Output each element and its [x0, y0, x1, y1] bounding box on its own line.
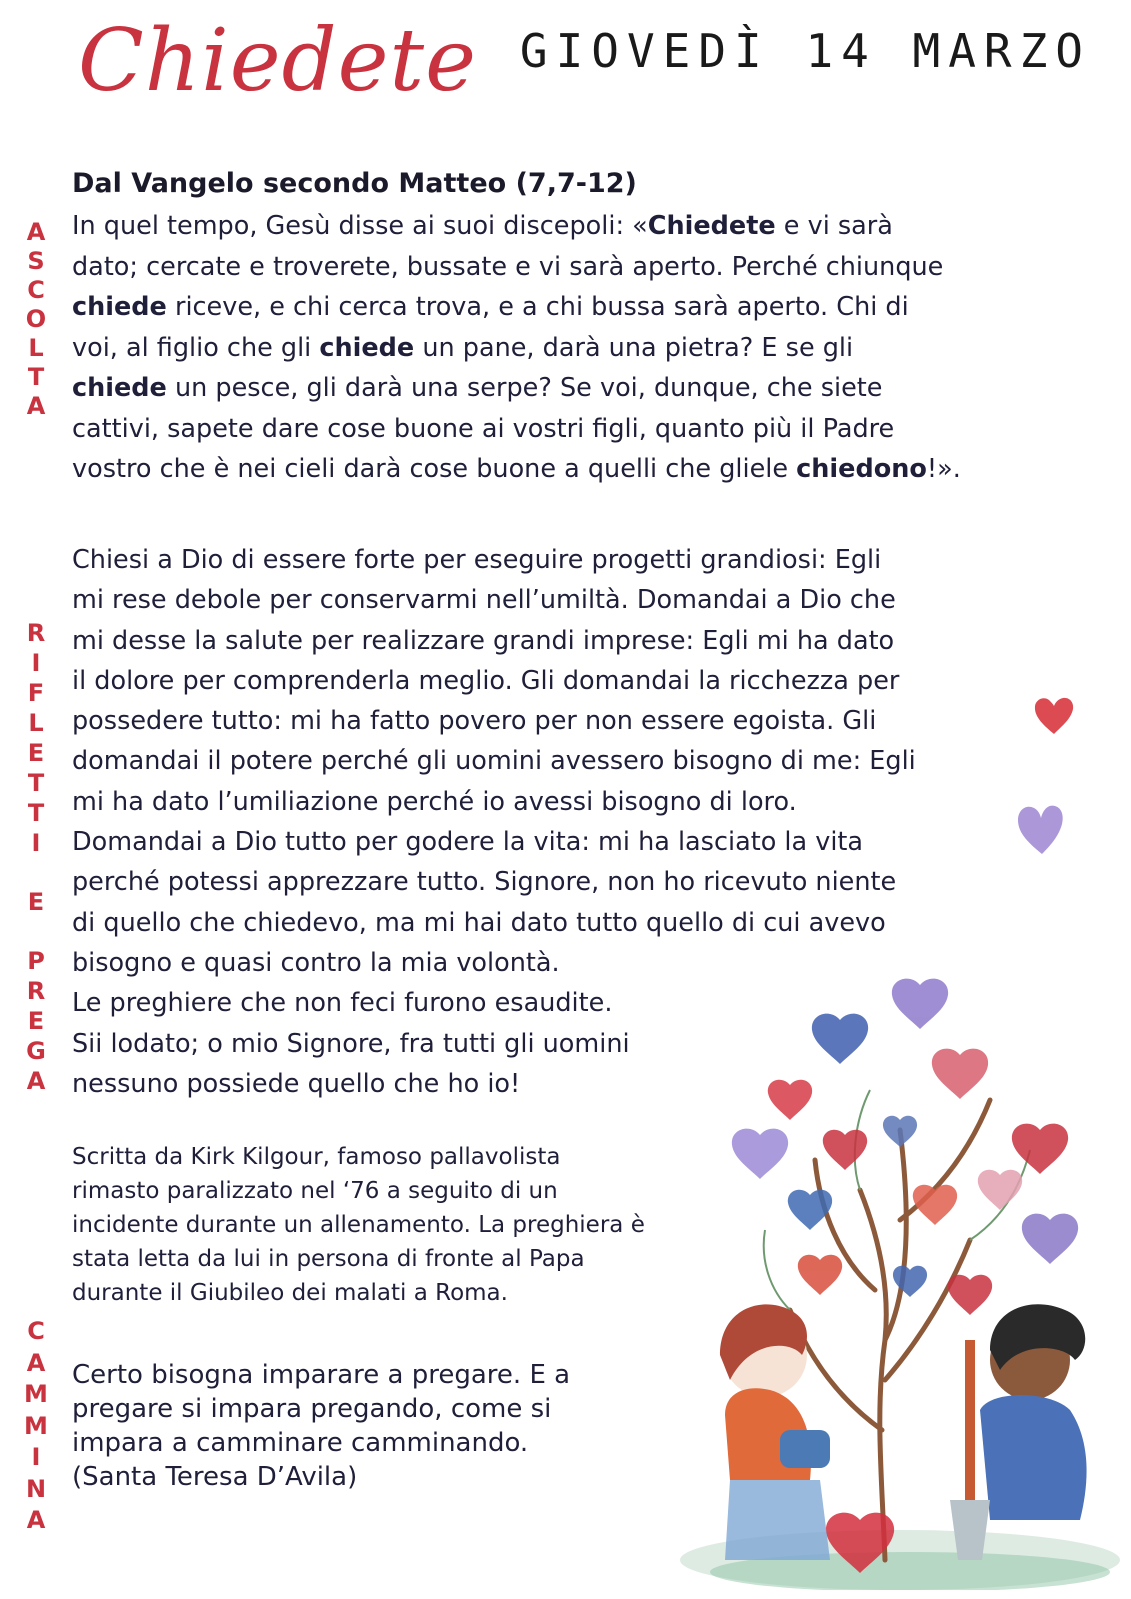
vertical-letter: S [27, 247, 45, 275]
gospel-line: dato; cercate e troverete, bussate e vi sarà aperto. Perché chiunque [72, 251, 944, 282]
vertical-letter: T [27, 799, 45, 827]
prayer-line: Le preghiere che non feci furono esaudite. [72, 988, 613, 1019]
prayer-line: Domandai a Dio tutto per godere la vita: mi ha lasciato la vita [72, 827, 864, 858]
vertical-label-rifletti-e-prega [22, 618, 50, 1096]
prayer-line: nessuno possiede quello che ho io! [72, 1068, 521, 1099]
prayer-line: bisogno e quasi contro la mia volontà. [72, 947, 560, 978]
vertical-letter: N [25, 1474, 47, 1503]
gospel-line: voi, al figlio che gli chiede un pane, darà una pietra? E se gli [72, 332, 854, 363]
vertical-letter: A [26, 218, 46, 246]
prayer-line: mi desse la salute per realizzare grandi imprese: Egli mi ha dato [72, 625, 895, 656]
quote-line: Certo bisogna imparare a pregare. E a [72, 1360, 571, 1390]
vertical-letter: M [24, 1411, 48, 1440]
quote-line: pregare si impara pregando, come si [72, 1394, 552, 1424]
note-line: incidente durante un allenamento. La preghiera è [72, 1212, 645, 1238]
vertical-letter: P [27, 947, 45, 975]
note-line: durante il Giubileo dei malati a Roma. [72, 1280, 508, 1306]
prayer-line: Chiesi a Dio di essere forte per eseguire progetti grandiosi: Egli [72, 545, 882, 575]
vertical-letter: L [28, 709, 44, 737]
prayer-line: mi rese debole per conservarmi nell’umiltà. Domandai a Dio che [72, 585, 896, 616]
gospel-line: cattivi, sapete dare cose buone ai vostri figli, quanto più il Padre [72, 413, 895, 444]
gospel-line: chiede un pesce, gli darà una serpe? Se voi, dunque, che siete [72, 373, 883, 403]
vertical-letter: F [27, 679, 45, 707]
red-heart-icon [1032, 694, 1076, 736]
prayer-line: il dolore per comprenderla meglio. Gli domandai la ricchezza per [72, 665, 900, 696]
gospel-line: chiede riceve, e chi cerca trova, e a chi bussa sarà aperto. Chi di [72, 292, 909, 322]
quote-line: (Santa Teresa D’Avila) [72, 1462, 358, 1492]
children-watering-heart-tree-illustration [670, 960, 1120, 1590]
prayer-line: di quello che chiedevo, ma mi hai dato tutto quello di cui avevo [72, 907, 886, 938]
vertical-letter: O [25, 305, 47, 333]
brand-title: Chiedete [78, 11, 477, 111]
vertical-letter: E [27, 1007, 45, 1035]
gospel-title: Dal Vangelo secondo Matteo (7,7-12) [72, 168, 637, 199]
vertical-letter: R [26, 977, 46, 1005]
gospel-line: In quel tempo, Gesù disse ai suoi discepoli: «Chiedete e vi sarà [72, 211, 893, 241]
prayer-line: Sii lodato; o mio Signore, fra tutti gli uomini [72, 1028, 630, 1059]
vertical-letter: R [26, 619, 46, 647]
prayer-attribution-note [72, 1140, 645, 1310]
gospel-text [72, 206, 961, 490]
prayer-line: perché potessi apprezzare tutto. Signore, non ho ricevuto niente [72, 867, 897, 898]
prayer-line: mi ha dato l’umiliazione perché io avessi bisogno di loro. [72, 786, 797, 817]
prayer-line: possedere tutto: mi ha fatto povero per non essere egoista. Gli [72, 706, 877, 737]
vertical-letter: T [27, 363, 45, 391]
vertical-letter: C [27, 1317, 45, 1345]
vertical-letter: T [27, 769, 45, 797]
vertical-letter: I [31, 649, 41, 677]
vertical-letter: E [27, 739, 45, 767]
vertical-letter: A [26, 1348, 46, 1377]
vertical-letter: A [26, 1067, 46, 1095]
vertical-letter: C [27, 276, 45, 304]
vertical-letter: A [26, 392, 46, 420]
vertical-letter: I [31, 829, 41, 857]
vertical-label-ascolta [22, 218, 50, 421]
vertical-letter: L [28, 334, 44, 362]
vertical-letter: I [31, 1443, 41, 1471]
prayer-line: domandai il potere perché gli uomini avessero bisogno di me: Egli [72, 746, 916, 777]
note-line: stata letta da lui in persona di fronte al Papa [72, 1246, 585, 1272]
vertical-label-cammina [22, 1316, 50, 1537]
closing-quote [72, 1358, 570, 1494]
note-line: rimasto paralizzato nel ‘76 a seguito di un [72, 1178, 558, 1204]
vertical-letter: M [24, 1380, 48, 1408]
vertical-letter: A [26, 1506, 46, 1534]
gospel-line: vostro che è nei cieli darà cose buone a quelli che gliele chiedono!». [72, 454, 961, 484]
purple-heart-icon [1014, 800, 1066, 856]
vertical-letter: G [26, 1037, 46, 1065]
vertical-letter: E [27, 888, 45, 916]
page-date: GIOVEDÌ 14 MARZO [519, 24, 1091, 78]
note-line: Scritta da Kirk Kilgour, famoso pallavolista [72, 1144, 561, 1170]
quote-line: impara a camminare camminando. [72, 1428, 529, 1458]
